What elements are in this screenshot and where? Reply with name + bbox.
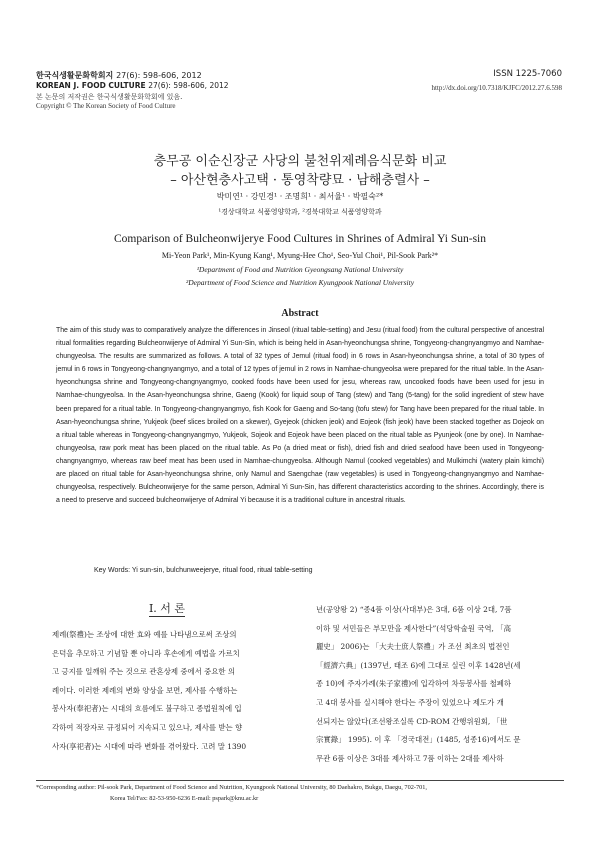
journal-name-ko: 한국식생활문화학회지: [36, 71, 114, 80]
body-line: 고 긍지를 일깨워 주는 것으로 관혼상제 중에서 중요한 의: [52, 667, 236, 677]
doi-link[interactable]: http://dx.doi.org/10.7318/KJFC/2012.27.6.598: [431, 84, 562, 92]
copyright-notice-ko: 본 논문의 저작권은 한국식생활문화학회에 있음.: [36, 93, 183, 101]
keywords: Key Words: Yi sun-sin, bulchunweejerye, ritual food, ritual table-setting: [94, 567, 313, 574]
body-line: 麗史」 2006)는 「大夫士庶人祭禮」가 조선 최초의 법전인: [316, 642, 510, 652]
body-line: 사자(享祀者)는 시대에 따라 변화를 겪어왔다. 고려 말 1390: [52, 741, 247, 751]
body-column-right: [316, 601, 564, 768]
copyright-line: Copyright © The Korean Society of Food Culture: [36, 102, 176, 110]
body-line: 「經濟六典」(1397년, 태조 6)에 그대로 실린 이후 1428년(세: [316, 660, 521, 670]
body-line: 宗實錄」 1995). 이 후 「경국대전」(1485, 성종16)에서도 문: [316, 735, 521, 745]
body-column-left: [52, 626, 298, 756]
footnote-contact: Korea Tel/Fax: 82-53-950-6236 E-mail: pspark@knu.ac.kr: [110, 795, 259, 802]
subtitle-ko: – 아산현충사고택 · 통영착량묘 · 남해충렬사 –: [170, 173, 430, 188]
body-line: 봉사자(奉祀者)는 시대의 흐름에도 불구하고 종법원칙에 입: [52, 704, 242, 714]
affiliation-en-2: ²Department of Food Science and Nutrition Kyungpook National University: [185, 278, 415, 287]
body-line: 년(공양왕 2) “종4품 이상(사대부)은 3대, 6품 이상 2대, 7품: [316, 605, 512, 614]
affiliation-ko: ¹경상대학교 식품영양학과, ²경북대학교 식품영양학과: [218, 208, 382, 216]
body-line: 선되지는 않았다(조선왕조실록 CD-ROM 간행위원회, 「世: [316, 716, 508, 726]
abstract-text: The aim of this study was to comparatively analyze the differences in Jinseol (ritual table-setting) and Jesu (ritual food) from the cultural perspective of ancestral ritual formalities regarding Bulcheonwijerye of Admiral Yi Sun-Sin, which is being held in Asan-hyeonchungsa shrine, Tongyeong-changnyangmyo and Namhae-chungyeolsa. The results are summarized as follows. A total of 32 types of Jemul (ritual food) in 6 rows in Asan-hyeonchungsa shrine, a total of 30 types of jemul in 6 rows in Tongyeong-changnyangmyo, and a total of 12 types of jemul in 2 rows in Namhae-chungyeolsa were prepared for the ritual table. In the Asan-hyeonchungsa shrine and Tongyeong-changnyangmyo, cooked foods have been used for jesu, whereas raw, uncooked foods have been used for jesu in Namhae-chungyeolsa. In the Asan-hyeonchungsa shrine, Gaeng (Kook) for liquid soup of Tang (stew) and Tang (5-tang) for the solid ingredient of stew have been prepared for a ritual table. In Tongyeong-changnyangmyo, fish Kook for Gaeng and So-tang (tofu stew) for Tang have been prepared for the ritual table. In Asan-hyeonchungsa shrine, Yukjeok (beef slices broiled on a skewer), Gyejeok (chicken jeok) and Eojeok (fish jeok) have been stacked together as Dojeok on a ritual table whereas in Tongyeong-changnyangmyo, Yukjeok, Sojeok and Eojeok have been placed on the ritual table as Pyunjeok (one by one). In Namhae- chungyeolsa, raw pork meat has been placed on the ritual table. As Po (a dried meat or fish), dried fish and dried seafood have been used in Tongyeong-changnyangmyo, whereas raw beef meat has been used in Namhae-chungyeolsa. Although Namul (cooked vegetables) and Mulkimchi (watery plain kimchi) are placed on ritual table for Asan-hyeonchungsa shrine, only Namul and Saengchae (raw vegetables) is used in Tongyeong-changnyangmyo and Namhae-chungyeolsa, respectively. Bulcheonwijerye for the same person, Admiral Yi Sun-Sin, has different characteristics according to the shrines. Accordingly, there is a need to preserve and succeed bulcheonwijerye of Admiral Yi because it is a traditional culture in ancestral rituals.: [56, 327, 544, 505]
title-ko: 충무공 이순신장군 사당의 불천위제례음식문화 비교: [153, 154, 447, 169]
issn: ISSN 1225-7060: [493, 69, 562, 79]
journal-header-en: [36, 81, 229, 90]
section-heading-text: Ⅰ. 서 론: [148, 602, 186, 615]
title-en: Comparison of Bulcheonwijerye Food Cultures in Shrines of Admiral Yi Sun-sin: [113, 233, 487, 245]
body-line: 각하여 적장자로 규정되어 지속되고 있으나, 제사를 받는 향: [52, 722, 243, 732]
body-line: 은덕을 추모하고 기념할 뿐 아니라 후손에게 예법을 가르치: [52, 648, 240, 658]
footnote-divider: [36, 780, 564, 781]
body-line: 종 10)에 주자가례(朱子家禮)에 입각하여 차등봉사를 철폐하: [316, 679, 512, 689]
body-line: 례이다. 이러한 제례의 변화 양상을 보면, 제사를 수행하는: [52, 685, 238, 695]
authors-en: Mi-Yeon Park¹, Min-Kyung Kang¹, Myung-Hee Cho¹, Seo-Yul Choi¹, Pil-Sook Park²*: [161, 251, 439, 260]
body-line: 제례(祭禮)는 조상에 대한 효와 예를 나타냄으로써 조상의: [52, 630, 237, 639]
journal-issue-en: 27(6): 598-606, 2012: [148, 81, 229, 90]
body-line: 고 4대 봉사를 실시해야 한다는 주장이 있었으나 제도가 개: [316, 697, 504, 707]
body-line: 이하 및 서민들은 부모만을 제사한다”(석당학술원 국역, 「高: [316, 623, 511, 633]
affiliation-en-1: ¹Department of Food and Nutrition Gyeongsang National University: [196, 265, 404, 274]
abstract-heading: Abstract: [281, 308, 319, 319]
authors-ko: 박미연¹ · 강민경¹ · 조명희¹ · 최서율¹ · 박필숙²*: [216, 192, 384, 201]
section-heading-introduction: [36, 600, 298, 616]
journal-issue-ko: 27(6): 598-606, 2012: [116, 71, 202, 80]
footnote-corresponding-author: *Corresponding author: Pil-sook Park, Department of Food Science and Nutrition, Kyungpook National University, 80 Daehakro, Bukgu, Daegu, 702-701,: [36, 784, 427, 791]
body-line: 무관 6품 이상은 3대를 제사하고 7품 이하는 2대를 제사하: [316, 753, 504, 763]
journal-header-ko: [36, 70, 202, 81]
journal-name-en: KOREAN J. FOOD CULTURE: [36, 81, 146, 90]
